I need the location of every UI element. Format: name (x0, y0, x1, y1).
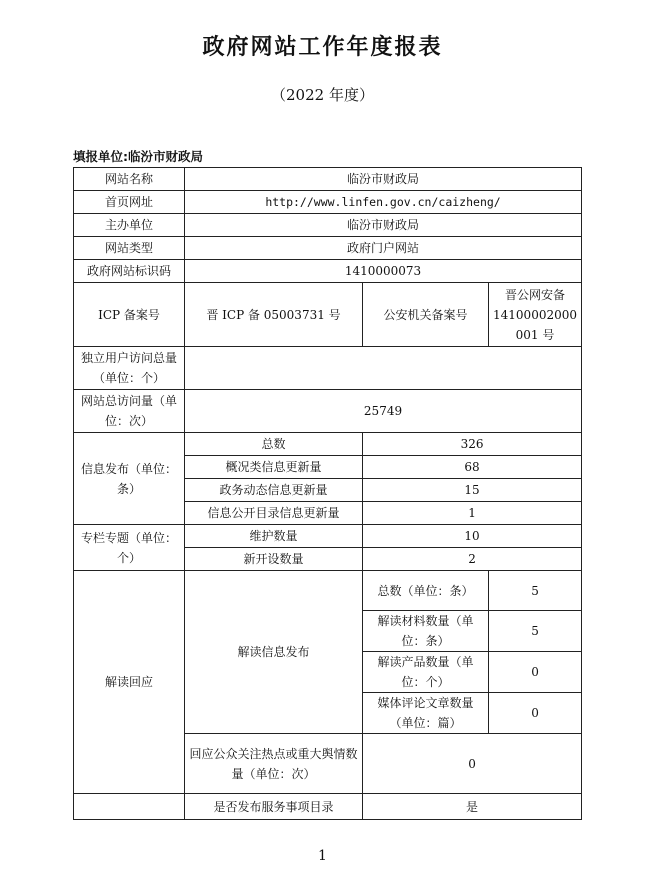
report-year: （2022 年度） (271, 86, 374, 104)
service-catalog-value: 是 (363, 794, 582, 820)
info-total-label: 总数 (185, 433, 363, 456)
icp-label: ICP 备案号 (74, 283, 185, 347)
interp-total-value: 5 (489, 571, 582, 611)
site-id-value: 1410000073 (185, 260, 582, 283)
column-new-value: 2 (363, 548, 582, 571)
page-title: 政府网站工作年度报表 (202, 35, 443, 60)
page-number: 1 (318, 848, 327, 864)
table-row (74, 433, 582, 456)
interp-product-value: 0 (489, 652, 582, 693)
table-row (74, 794, 582, 820)
interp-product-label: 解读产品数量（单位：个） (363, 652, 489, 693)
interp-media-value: 0 (489, 693, 582, 734)
site-name-value: 临汾市财政局 (185, 168, 582, 191)
table-row (74, 168, 582, 191)
table-row (74, 571, 582, 611)
sponsor-label: 主办单位 (74, 214, 185, 237)
table-row (74, 237, 582, 260)
response-label: 解读回应 (74, 571, 185, 794)
table-row (74, 347, 582, 390)
column-new-label: 新开设数量 (185, 548, 363, 571)
info-release-label: 信息发布（单位：条） (74, 433, 185, 525)
info-total-value: 326 (363, 433, 582, 456)
police-record-label: 公安机关备案号 (363, 283, 489, 347)
info-news-value: 15 (363, 479, 582, 502)
home-url-label: 首页网址 (74, 191, 185, 214)
column-maintain-value: 10 (363, 525, 582, 548)
info-catalog-value: 1 (363, 502, 582, 525)
info-catalog-label: 信息公开目录信息更新量 (185, 502, 363, 525)
reporting-unit: 填报单位:临汾市财政局 (73, 149, 203, 164)
table-row (74, 283, 582, 347)
unique-visitors-value (185, 347, 582, 390)
site-id-label: 政府网站标识码 (74, 260, 185, 283)
site-type-value: 政府门户网站 (185, 237, 582, 260)
info-overview-value: 68 (363, 456, 582, 479)
home-url-value: http://www.linfen.gov.cn/caizheng/ (185, 191, 582, 214)
table-row (74, 390, 582, 433)
blank-cell (74, 794, 185, 820)
interp-material-value: 5 (489, 611, 582, 652)
page-views-value: 25749 (185, 390, 582, 433)
site-name-label: 网站名称 (74, 168, 185, 191)
site-type-label: 网站类型 (74, 237, 185, 260)
table-row (74, 525, 582, 548)
table-row (74, 260, 582, 283)
report-table (73, 167, 582, 820)
hotspot-label: 回应公众关注热点或重大舆情数量（单位：次） (185, 734, 363, 794)
column-maintain-label: 维护数量 (185, 525, 363, 548)
service-catalog-label: 是否发布服务事项目录 (185, 794, 363, 820)
info-overview-label: 概况类信息更新量 (185, 456, 363, 479)
hotspot-value: 0 (363, 734, 582, 794)
page-views-label: 网站总访问量（单位：次） (74, 390, 185, 433)
column-topic-label: 专栏专题（单位：个） (74, 525, 185, 571)
police-record-value: 晋公网安备 14100002000 001 号 (489, 283, 582, 347)
interp-total-label: 总数（单位：条） (363, 571, 489, 611)
interpretation-label: 解读信息发布 (185, 571, 363, 734)
interp-media-label: 媒体评论文章数量（单位：篇） (363, 693, 489, 734)
info-news-label: 政务动态信息更新量 (185, 479, 363, 502)
interp-material-label: 解读材料数量（单位：条） (363, 611, 489, 652)
sponsor-value: 临汾市财政局 (185, 214, 582, 237)
unique-visitors-label: 独立用户访问总量（单位：个） (74, 347, 185, 390)
table-row (74, 214, 582, 237)
icp-value: 晋 ICP 备 05003731 号 (185, 283, 363, 347)
table-row (74, 191, 582, 214)
